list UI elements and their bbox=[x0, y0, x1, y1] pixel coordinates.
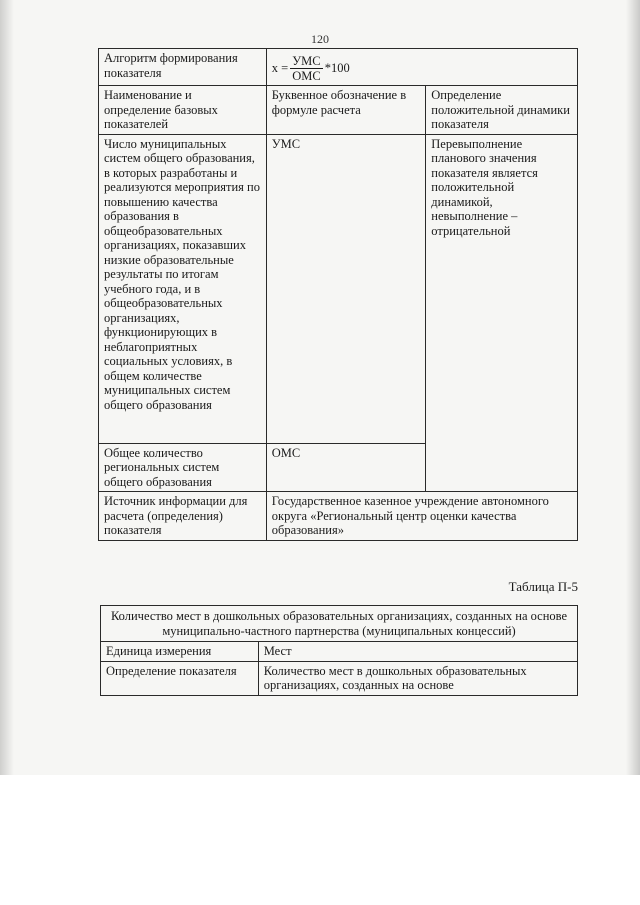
source-value: Государственное казенное учреждение автономного округа «Региональный центр оценки качества образования» bbox=[266, 492, 577, 541]
unit-label: Единица измерения bbox=[101, 642, 259, 662]
algorithm-label: Алгоритм формирования показателя bbox=[99, 49, 267, 86]
formula-fraction bbox=[290, 54, 322, 83]
oms-symbol: ОМС bbox=[266, 443, 426, 492]
formula-suffix: *100 bbox=[324, 61, 350, 76]
positive-dynamics-text: Перевыполнение планового значения показателя является положительной динамикой, невыполнение – отрицательной bbox=[426, 134, 578, 492]
places-table-title: Количество мест в дошкольных образовательных организациях, созданных на основе муниципально-частного партнерства (муниципальных концессий) bbox=[101, 606, 578, 642]
table-caption: Таблица П-5 bbox=[508, 579, 578, 594]
definition-label: Определение показателя bbox=[101, 661, 259, 695]
table-row bbox=[99, 492, 578, 541]
ums-description: Число муниципальных систем общего образования, в которых разработаны и реализуются мероприятия по повышению качества образования в общеобразовательных организациях, показавших низкие образовательные результаты по итогам учебного года, и в общеобразовательных организациях, функционирующих в неблагоприятных социальных условиях, в общем количестве муниципальных систем общего образования bbox=[99, 134, 267, 443]
header-positive-dynamics: Определение положительной динамики показателя bbox=[426, 86, 578, 135]
unit-value: Мест bbox=[258, 642, 577, 662]
ums-symbol: УМС bbox=[266, 134, 426, 443]
scan-shadow-left bbox=[0, 0, 14, 775]
formula bbox=[272, 51, 572, 83]
scan-shadow-right bbox=[626, 0, 640, 775]
header-letter-designation: Буквенное обозначение в формуле расчета bbox=[266, 86, 426, 135]
formula-cell bbox=[266, 49, 577, 86]
source-label: Источник информации для расчета (определения) показателя bbox=[99, 492, 267, 541]
formula-denominator: ОМС bbox=[292, 69, 321, 83]
oms-description: Общее количество региональных систем общего образования bbox=[99, 443, 267, 492]
header-base-indicators: Наименование и определение базовых показателей bbox=[99, 86, 267, 135]
indicator-table bbox=[98, 48, 578, 541]
formula-prefix: x = bbox=[271, 61, 289, 76]
page-number: 120 bbox=[311, 32, 329, 46]
table-row bbox=[99, 134, 578, 443]
definition-value: Количество мест в дошкольных образовательных организациях, созданных на основе bbox=[258, 661, 577, 695]
table-row bbox=[99, 49, 578, 86]
table-row bbox=[101, 642, 578, 662]
table-row bbox=[101, 606, 578, 642]
table-row bbox=[101, 661, 578, 695]
table-row bbox=[99, 86, 578, 135]
formula-numerator: УМС bbox=[292, 54, 321, 68]
places-table bbox=[100, 605, 578, 696]
